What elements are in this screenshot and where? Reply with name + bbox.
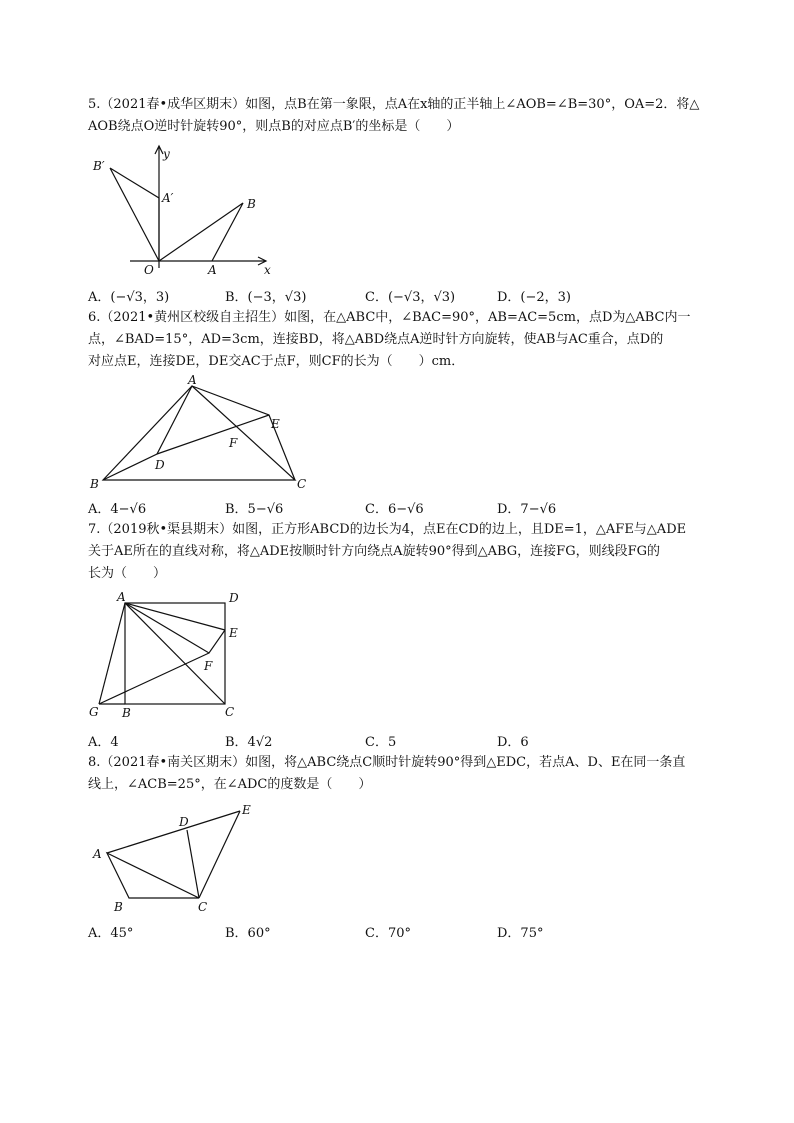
- question-7-line-2: 关于AE所在的直线对称，将△ADE按顺时针方向绕点A旋转90°得到△ABG，连接FG，则线段FG的: [88, 544, 660, 559]
- triangle-aob: [159, 203, 243, 261]
- option-d[interactable]: D．7−√6: [497, 502, 557, 517]
- label-b-prime: B′: [93, 159, 105, 173]
- label-c: C: [297, 477, 307, 491]
- option-c[interactable]: C．(−√3，√3): [365, 290, 456, 305]
- label-e: E: [229, 626, 238, 640]
- question-5-line-1: 5.（2021春•成华区期末）如图，点B在第一象限，点A在x轴的正半轴上∠AOB=∠B=30°，OA=2．将△: [88, 97, 700, 112]
- label-c: C: [198, 900, 208, 914]
- question-7-line-3: 长为（ ）: [88, 566, 167, 581]
- segment-dc: [187, 830, 199, 898]
- triangle-abc: [107, 853, 199, 898]
- option-a[interactable]: A．45°: [88, 926, 134, 941]
- label-d: D: [179, 815, 189, 829]
- segment-ac: [125, 603, 225, 704]
- label-a-prime: A′: [162, 191, 174, 205]
- option-a[interactable]: A．4−√6: [88, 502, 147, 517]
- label-a: A: [188, 373, 197, 387]
- segment-af: [125, 603, 225, 653]
- question-8-figure: [88, 800, 268, 920]
- question-5-figure: [88, 140, 288, 280]
- option-c[interactable]: C．6−√6: [365, 502, 424, 517]
- option-b[interactable]: B．5−√6: [225, 502, 284, 517]
- label-e: E: [271, 417, 280, 431]
- label-f: F: [204, 659, 213, 673]
- question-8-options: [88, 922, 728, 942]
- question-5-stem: [88, 94, 728, 138]
- segment-ag: [99, 603, 125, 704]
- option-b[interactable]: B．(−3，√3): [225, 290, 307, 305]
- label-b: B: [247, 197, 256, 211]
- option-c[interactable]: C．5: [365, 735, 397, 750]
- question-7-options: [88, 731, 728, 751]
- segment-ae: [125, 603, 225, 630]
- label-y: y: [163, 147, 170, 161]
- option-a[interactable]: A．4: [88, 735, 119, 750]
- question-8-line-2: 线上，∠ACB=25°，在∠ADC的度数是（ ）: [88, 777, 372, 792]
- label-e: E: [242, 803, 251, 817]
- option-c[interactable]: C．70°: [365, 926, 411, 941]
- segment-gf: [99, 653, 209, 704]
- segment-ae: [107, 811, 240, 853]
- question-6-figure: [88, 372, 318, 492]
- question-6-line-3: 对应点E，连接DE，DE交AC于点F，则CF的长为（ ）cm．: [88, 354, 465, 369]
- label-b: B: [90, 477, 99, 491]
- question-7-line-1: 7.（2019秋•渠县期末）如图，正方形ABCD的边长为4，点E在CD的边上，且DE=1，△AFE与△ADE: [88, 522, 687, 537]
- label-a: A: [208, 263, 217, 277]
- label-b: B: [122, 706, 131, 720]
- label-d: D: [229, 591, 239, 605]
- question-6-line-2: 点，∠BAD=15°，AD=3cm，连接BD，将△ABD绕点A逆时针方向旋转，使AB与AC重合，点D的: [88, 332, 664, 347]
- label-g: G: [89, 705, 99, 719]
- option-b[interactable]: B．60°: [225, 926, 271, 941]
- segment-ec: [199, 811, 240, 898]
- question-5-options: [88, 286, 728, 306]
- triangle-aob-rotated: [110, 168, 159, 261]
- label-d: D: [155, 458, 165, 472]
- question-5-line-2: AOB绕点O逆时针旋转90°，则点B的对应点B′的坐标是（ ）: [88, 119, 460, 134]
- option-d[interactable]: D．(−2，3): [497, 290, 572, 305]
- question-8-stem: [88, 752, 728, 796]
- label-a: A: [93, 847, 102, 861]
- label-f: F: [229, 436, 238, 450]
- question-8-line-1: 8.（2021春•南关区期末）如图，将△ABC绕点C顺时针旋转90°得到△EDC，若点A、D、E在同一条直: [88, 755, 686, 770]
- question-6-stem: [88, 307, 728, 373]
- label-a: A: [117, 590, 126, 604]
- label-x: x: [264, 263, 271, 277]
- question-7-stem: [88, 519, 728, 585]
- label-o: O: [144, 263, 154, 277]
- question-7-figure: [88, 590, 258, 725]
- question-6-options: [88, 498, 728, 518]
- label-b: B: [114, 900, 123, 914]
- option-d[interactable]: D．75°: [497, 926, 544, 941]
- option-d[interactable]: D．6: [497, 735, 529, 750]
- question-6-line-1: 6.（2021•黄州区校级自主招生）如图，在△ABC中，∠BAC=90°，AB=AC=5cm，点D为△ABC内一: [88, 310, 691, 325]
- option-b[interactable]: B．4√2: [225, 735, 273, 750]
- label-c: C: [225, 705, 235, 719]
- option-a[interactable]: A．(−√3，3): [88, 290, 170, 305]
